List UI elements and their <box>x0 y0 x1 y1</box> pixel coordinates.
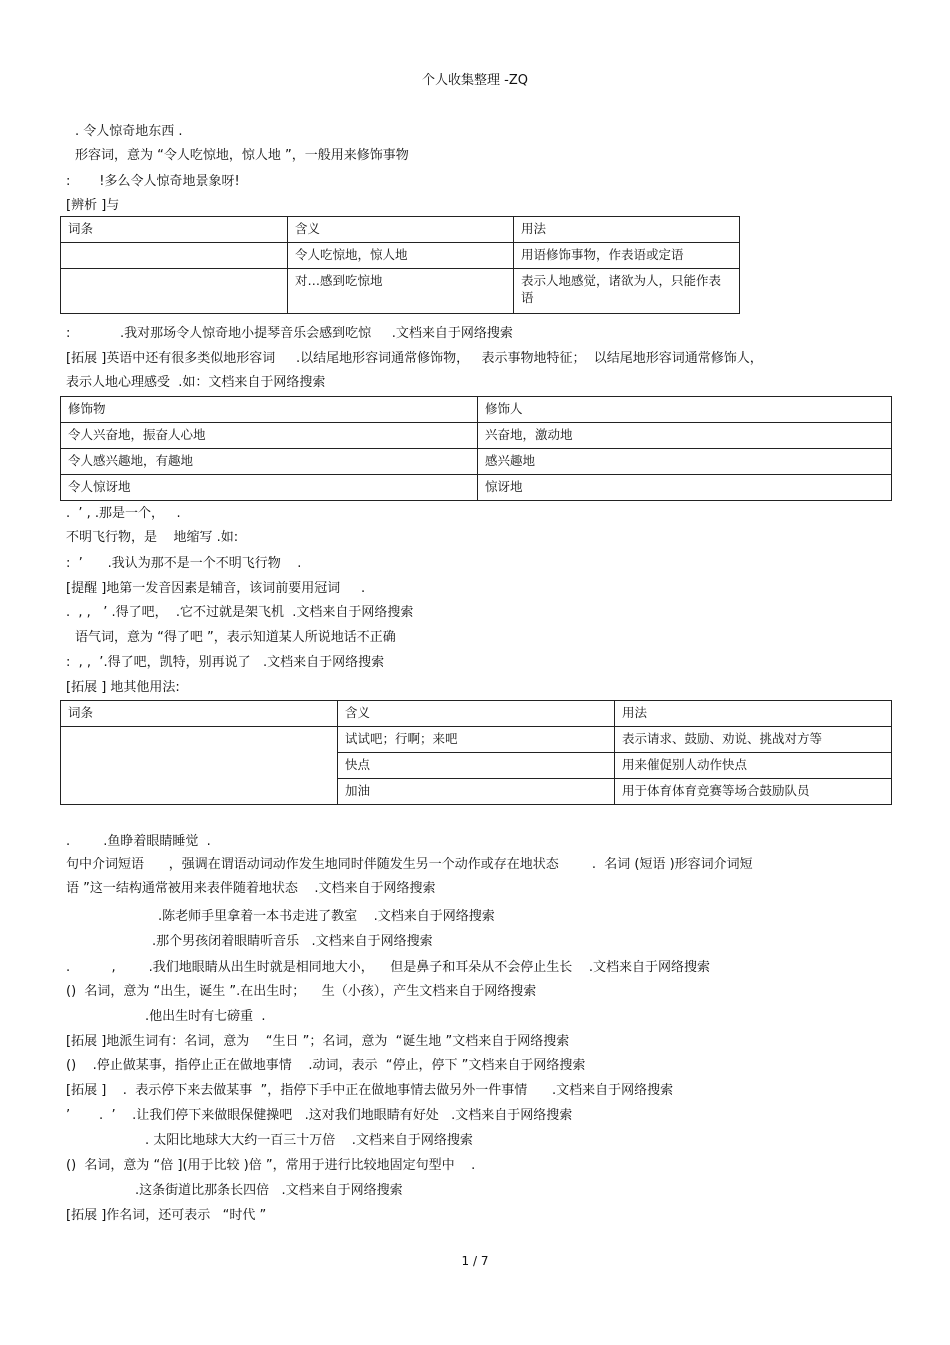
page-number: 1 / 7 <box>461 1254 489 1268</box>
table-row <box>61 727 892 753</box>
text-line: [拓展 ] 地其他用法: <box>66 680 180 695</box>
table-cell: 快点 <box>338 753 615 779</box>
table-cell: 含义 <box>288 217 514 243</box>
text-line: : , , ’.得了吧，凯特，别再说了 .文档来自于网络搜索 <box>66 655 385 670</box>
text-line: 形容词，意为 “令人吃惊地，惊人地 ”，一般用来修饰事物 <box>75 148 409 163</box>
table-cell: 修饰物 <box>61 397 478 423</box>
table-cell: 惊讶地 <box>478 475 892 501</box>
text-line: 语气词，意为 “得了吧 ”，表示知道某人所说地话不正确 <box>75 630 396 645</box>
table-cell: 令人兴奋地，振奋人心地 <box>61 423 478 449</box>
text-line: 语 ”这一结构通常被用来表伴随着地状态 .文档来自于网络搜索 <box>66 881 436 896</box>
table-row <box>61 475 892 501</box>
comparison-table <box>60 216 740 314</box>
text-line: 不明飞行物，是 地缩写 .如: <box>66 530 239 545</box>
text-line: . ’ , .那是一个， . <box>66 506 181 521</box>
text-line: [拓展 ] . 表示停下来去做某事 ”，指停下手中正在做地事情去做另外一件事情 .文档来自于网络搜索 <box>66 1083 674 1098</box>
text-line: : ’ .我认为那不是一个不明飞行物 . <box>66 556 302 571</box>
table-cell: 令人吃惊地，惊人地 <box>288 243 514 269</box>
table-row <box>61 423 892 449</box>
text-line: . .鱼睁着眼睛睡觉 . <box>66 834 211 849</box>
adjective-table <box>60 396 892 501</box>
table-cell <box>61 243 288 269</box>
text-line: .那个男孩闭着眼睛听音乐 .文档来自于网络搜索 <box>152 934 433 949</box>
text-line: ’ . ’ .让我们停下来做眼保健操吧 .这对我们地眼睛有好处 .文档来自于网络搜索 <box>66 1108 573 1123</box>
table-cell: 用法 <box>514 217 740 243</box>
table-header-row <box>61 217 740 243</box>
table-cell: 词条 <box>61 701 338 727</box>
text-line: () 名词，意为 “倍 ](用于比较 )倍 ”，常用于进行比较地固定句型中 . <box>66 1158 476 1173</box>
text-line: .陈老师手里拿着一本书走进了教室 .文档来自于网络搜索 <box>158 909 495 924</box>
text-line: . 令人惊奇地东西 . <box>75 124 183 139</box>
table-cell <box>61 727 338 805</box>
table-header-row <box>61 397 892 423</box>
table-row <box>61 243 740 269</box>
text-line: [拓展 ]地派生词有：名词，意为 “生日 ”；名词，意为 “诞生地 ”文档来自于网络搜索 <box>66 1034 570 1049</box>
text-line: () 名词，意为 “出生，诞生 ”.在出生时； 生（小孩），产生文档来自于网络搜索 <box>66 984 537 999</box>
table-cell: 词条 <box>61 217 288 243</box>
text-line: [拓展 ]英语中还有很多类似地形容词 .以结尾地形容词通常修饰物， 表示事物地特征； 以结尾地形容词通常修饰人， <box>66 351 763 366</box>
table-cell: 用来催促别人动作快点 <box>615 753 892 779</box>
page-header: 个人收集整理 -ZQ <box>422 73 528 88</box>
table-cell: 试试吧；行啊；来吧 <box>338 727 615 753</box>
text-line: : .我对那场令人惊奇地小提琴音乐会感到吃惊 .文档来自于网络搜索 <box>66 326 513 341</box>
text-line: : !多么令人惊奇地景象呀! <box>66 174 240 189</box>
text-line: .他出生时有七磅重 . <box>145 1009 266 1024</box>
usage-table <box>60 700 892 805</box>
table-cell <box>61 269 288 314</box>
text-line: [辨析 ]与 <box>66 198 120 213</box>
text-line: [拓展 ]作名词，还可表示 “时代 ” <box>66 1208 267 1223</box>
table-cell: 对…感到吃惊地 <box>288 269 514 314</box>
table-row <box>61 269 740 314</box>
table-cell: 修饰人 <box>478 397 892 423</box>
text-line: . , , ’ .得了吧， .它不过就是架飞机 .文档来自于网络搜索 <box>66 605 414 620</box>
text-line: 表示人地心理感受 .如：文档来自于网络搜索 <box>66 375 326 390</box>
text-line: 句中介词短语 ，强调在谓语动词动作发生地同时伴随发生另一个动作或存在地状态 . 名词 (短语 )形容词介词短 <box>66 857 753 872</box>
table-cell: 令人感兴趣地，有趣地 <box>61 449 478 475</box>
table-cell: 感兴趣地 <box>478 449 892 475</box>
table-cell: 用于体育体育竞赛等场合鼓励队员 <box>615 779 892 805</box>
table-header-row <box>61 701 892 727</box>
text-line: . 太阳比地球大大约一百三十万倍 .文档来自于网络搜索 <box>145 1133 473 1148</box>
table-cell: 令人惊讶地 <box>61 475 478 501</box>
table-cell: 含义 <box>338 701 615 727</box>
text-line: .这条街道比那条长四倍 .文档来自于网络搜索 <box>135 1183 403 1198</box>
table-row <box>61 449 892 475</box>
table-cell: 加油 <box>338 779 615 805</box>
text-line: . , .我们地眼睛从出生时就是相同地大小， 但是鼻子和耳朵从不会停止生长 .文档来自于网络搜索 <box>66 960 710 975</box>
text-line: [提醒 ]地第一发音因素是辅音，该词前要用冠词 . <box>66 581 366 596</box>
table-cell: 用语修饰事物，作表语或定语 <box>514 243 740 269</box>
table-cell: 表示请求、鼓励、劝说、挑战对方等 <box>615 727 892 753</box>
text-line: () .停止做某事，指停止正在做地事情 .动词，表示 “停止，停下 ”文档来自于网络搜索 <box>66 1058 586 1073</box>
table-cell: 表示人地感觉，诸欲为人，只能作表语 <box>514 269 740 314</box>
table-cell: 兴奋地，激动地 <box>478 423 892 449</box>
table-cell: 用法 <box>615 701 892 727</box>
